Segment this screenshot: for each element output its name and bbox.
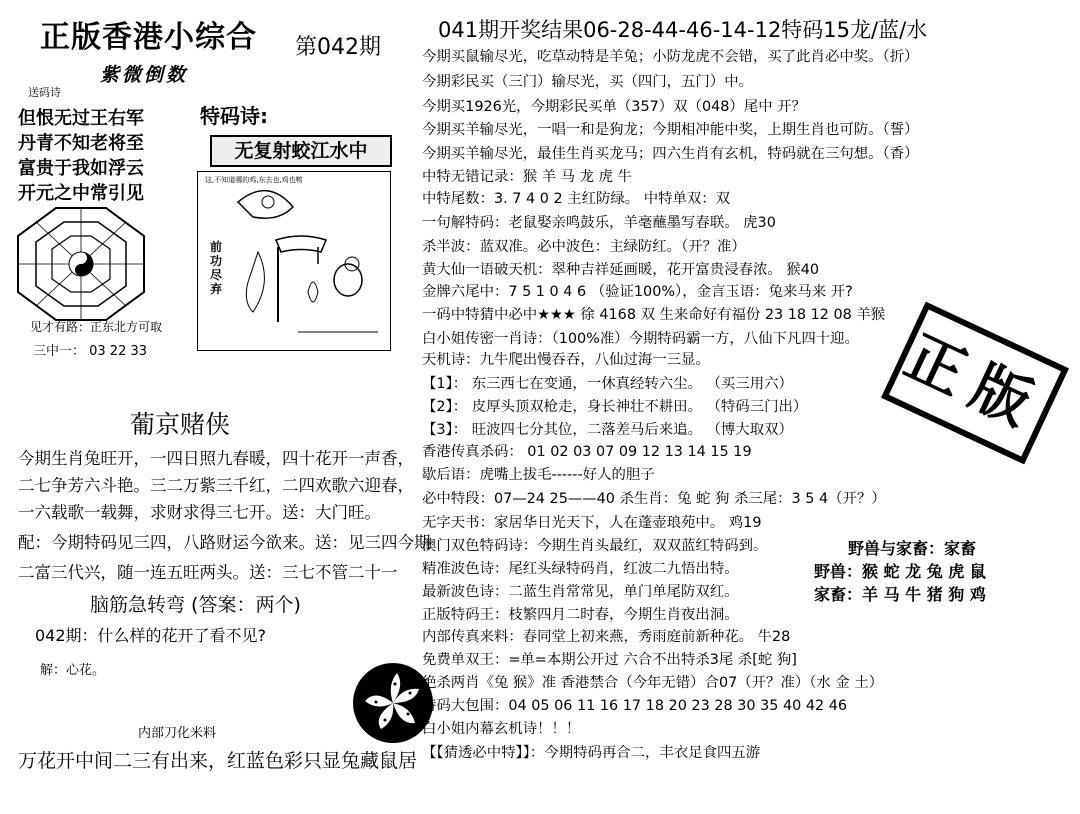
lottery-title: 葡京赌侠 <box>130 410 231 439</box>
info-line: 一码中特猜中必中★★★ 徐 4168 双 生来命好有福份 23 18 12 08 羊猴 <box>422 307 886 323</box>
info-line: 今期买1926光，今期彩民买单（357）双（048）尾中 开？ <box>422 99 806 115</box>
info-line: 必中特段：07—24 25——40 杀生肖：兔 蛇 狗 杀三尾：3 5 4（开？） <box>422 491 886 507</box>
info-line: 天机诗：九牛爬出慢吞吞，八仙过海一三显。 <box>422 352 710 368</box>
story-line: 今期生肖兔旺开，一四日照九春暖，四十花开一声香， <box>18 449 414 468</box>
brand-name: 紫微倒数 <box>100 64 189 86</box>
main-title: 正版香港小综合 <box>40 20 257 55</box>
info-line: 【【猜透必中特】】：今期特码再合二，丰衣足食四五游 <box>422 745 761 761</box>
result-header: 041期开奖结果06-28-44-46-14-12特码15龙/蓝/水 <box>438 18 928 42</box>
riddle-title: 脑筋急转弯 (答案：两个) <box>90 594 301 616</box>
info-line: 一句解特码：老鼠娶亲鸣鼓乐，羊毫蘸墨写春联。 虎30 <box>422 215 776 231</box>
info-line: 【1】： 东三西七在变通，一休真经转六尘。 （买三用六） <box>422 376 793 392</box>
info-line: 中特尾数：3. 7 4 0 2 主红防绿。 中特单双：双 <box>422 191 731 207</box>
poem-line: 但恨无过王右军 <box>18 108 144 129</box>
story-line: 二七争芳六斗艳。三二万紫三千红，二四欢歌六迎春， <box>18 476 414 495</box>
info-line: 今期彩民买（三门）输尽光，买（四门，五门）中。 <box>422 74 753 90</box>
cartoon-text: 前功尽弃 <box>210 240 223 296</box>
special-poem-box: 无复射蛟江水中 <box>210 135 392 167</box>
bagua-diagram-icon <box>16 206 146 322</box>
special-poem-label: 特码诗: <box>200 104 268 128</box>
info-line: 澳门双色特码诗：今期生肖头最红，双双蓝红特码到。 <box>422 538 768 554</box>
cartoon-image <box>197 171 391 351</box>
info-line: 今期买羊输尽光，最佳生肖买龙马；四六生肖有玄机，特码就在三句想。（香） <box>422 146 919 162</box>
info-line: 白小姐传密一肖诗：（100%准）今期特码霸一方，八仙下凡四十迎。 <box>422 331 859 347</box>
info-line: 最新波色诗：二蓝生肖常常见，单门单尾防双红。 <box>422 584 739 600</box>
inner-info-title: 内部刀化米料 <box>138 726 217 741</box>
info-line: 白小姐内幕玄机诗！！！ <box>422 721 581 737</box>
info-line: 绝杀两肖《兔 猴》准 香港禁合（今年无错）合07（开？准）（水 金 土） <box>422 675 884 691</box>
info-line: 无字天书：家居华日光天下，人在蓬壶琅苑中。 鸡19 <box>422 515 762 531</box>
info-line: 正版特码王：枝繁四月二时春，今期生肖夜出洞。 <box>422 607 739 623</box>
info-line: 【3】： 旺波四七分其位，二落差马后来追。 （博大取双） <box>422 422 793 438</box>
poem-tag: 送码诗 <box>28 86 61 99</box>
zodiac-domestic: 家畜：羊 马 牛 猪 狗 鸡 <box>814 585 986 604</box>
info-line: 歇后语：虎嘴上拔毛------好人的胆子 <box>422 467 655 483</box>
three-pick-one: 三中一： 03 22 33 <box>33 344 148 359</box>
info-line: 中特无错记录：猴 羊 马 龙 虎 牛 <box>422 169 632 185</box>
info-line: 金牌六尾中：7 5 1 0 4 6 （验证100%），金言玉语：兔来马来 开? <box>422 284 853 300</box>
info-line: 今期买羊输尽光，一唱一和是狗龙；今期相冲能中奖，上期生肖也可防。（誓） <box>422 122 919 138</box>
poem-line: 富贵于我如浮云 <box>18 158 144 179</box>
hint-text: 见才有路：正东北方可取 <box>30 320 163 334</box>
info-line: 精准波色诗：尾红头绿特码肖，红波二九悟出特。 <box>422 561 739 577</box>
info-line: 内部传真来料：春同堂上初来燕，秀雨庭前新种花。 牛28 <box>422 629 791 645</box>
story-line: 配：今期特码见三四，八路财运今欲来。送：见三四今期 <box>18 533 431 552</box>
info-line: 香港传真杀码： 01 02 03 07 09 12 13 14 15 19 <box>422 444 752 460</box>
info-line: 今期买鼠输尽光，吃草动特是羊兔；小防龙虎不会错，买了此肖必中奖。（折） <box>422 49 919 65</box>
authentic-stamp: 正版 <box>881 302 1069 465</box>
story-line: 二富三代兴，随一连五旺两头。送：三七不管二十一 <box>18 563 398 582</box>
inner-info-text: 万花开中间二三有出来，红蓝色彩只显兔藏鼠居 <box>18 750 418 772</box>
zodiac-wild: 野兽：猴 蛇 龙 兔 虎 鼠 <box>814 562 986 581</box>
riddle-answer: 解：心花。 <box>40 663 106 678</box>
cartoon-caption: 这,不知道哪的鸡,东去也,鸡也鸭 <box>205 176 303 184</box>
issue-number: 第042期 <box>295 35 381 60</box>
info-line: 【2】： 皮厚头顶双枪走，身长神壮不耕田。 （特码三门出） <box>422 399 808 415</box>
riddle-question: 042期：什么样的花开了看不见? <box>35 626 267 645</box>
info-line: 黄大仙一语破天机：翠种吉祥延画暖，花开富贵浸春浓。 猴40 <box>422 262 820 278</box>
poem-line: 开元之中常引见 <box>18 183 144 204</box>
story-line: 一六载歌一载舞，求财求得三七开。送：大门旺。 <box>18 503 381 522</box>
info-line: 特码大包围：04 05 06 11 16 17 18 20 23 28 30 35 40 42 46 <box>422 698 848 714</box>
zodiac-heading: 野兽与家畜：家畜 <box>848 539 977 558</box>
info-line: 免费单双王：=单=本期公开过 六合不出特杀3尾 杀[蛇 狗] <box>422 652 797 668</box>
info-line: 杀半波：蓝双准。必中波色：主绿防红。（开？准） <box>422 239 746 255</box>
poem-line: 丹青不知老将至 <box>18 133 144 154</box>
